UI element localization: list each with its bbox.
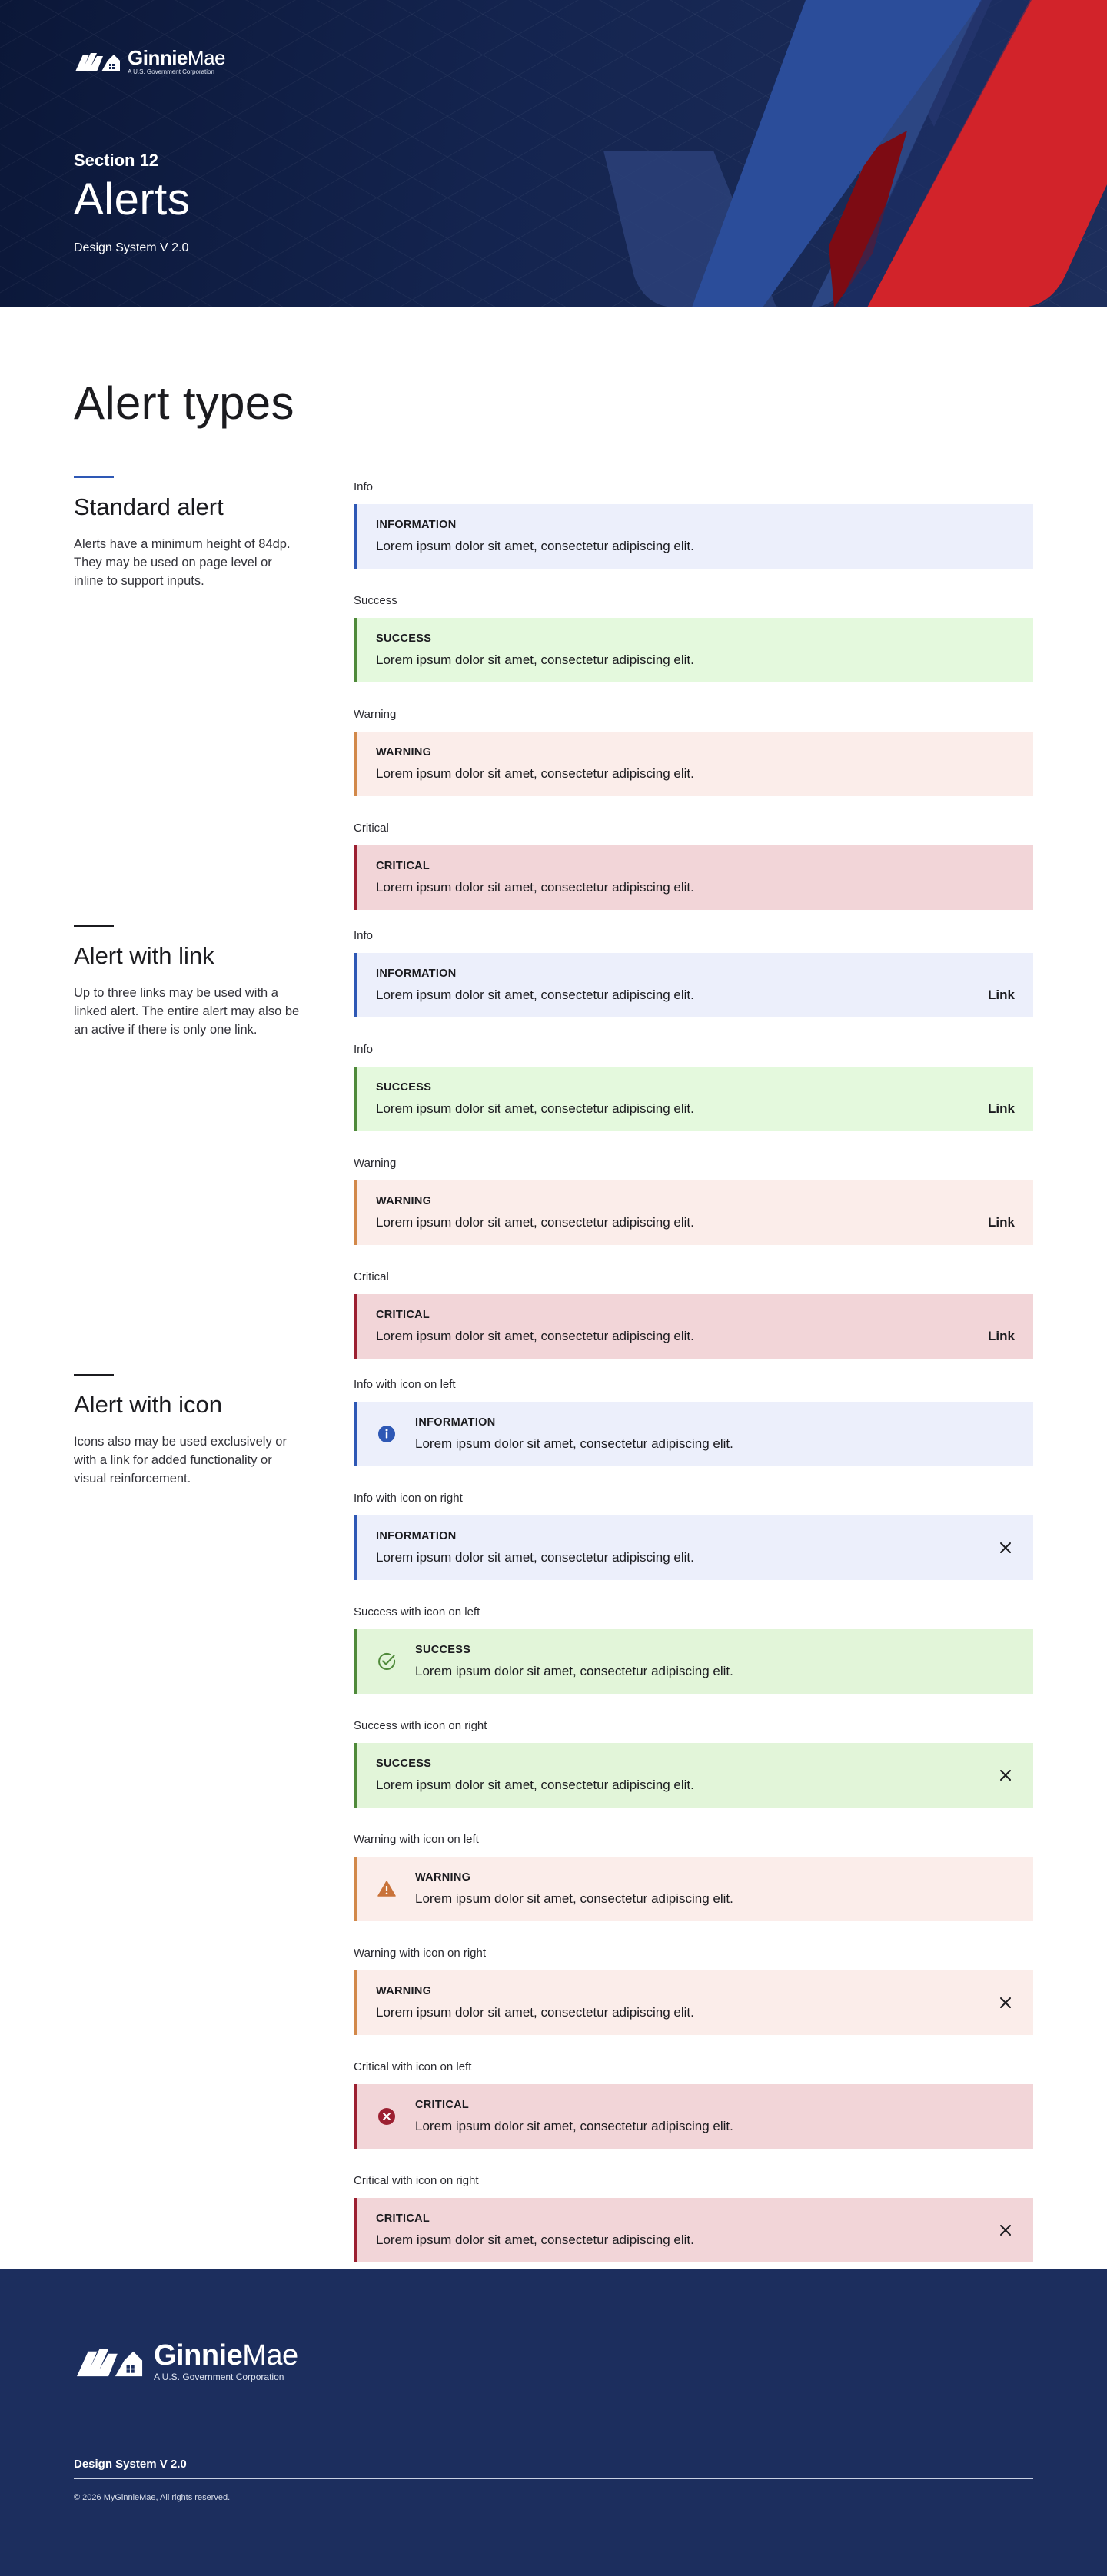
alert-warning — [354, 732, 1033, 796]
alert-caption: Info — [354, 929, 374, 942]
standard-alert-list — [354, 480, 1033, 910]
section-divider — [74, 476, 114, 478]
alert-warning-icon-right — [354, 1970, 1033, 2035]
alert-text: Lorem ipsum dolor sit amet, consectetur adipiscing elit. — [376, 1778, 694, 1792]
alert-caption: Warning — [354, 708, 397, 721]
alert-warning-icon-left — [354, 1857, 1033, 1921]
alert-warning-with-link — [354, 1180, 1033, 1245]
footer-copyright: © 2026 MyGinnieMae, All rights reserved. — [74, 2493, 231, 2502]
section-standard-alert — [74, 476, 304, 590]
alert-title: INFORMATION — [376, 968, 457, 980]
alert-success-icon-right — [354, 1743, 1033, 1808]
alert-text: Lorem ipsum dolor sit amet, consectetur adipiscing elit. — [376, 1329, 694, 1343]
alert-text: Lorem ipsum dolor sit amet, consectetur adipiscing elit. — [376, 539, 694, 553]
alert-critical-icon-right — [354, 2198, 1033, 2262]
footer-logo[interactable] — [74, 2341, 298, 2382]
alert-title: CRITICAL — [376, 1309, 430, 1321]
alert-info-with-link — [354, 953, 1033, 1017]
logo-tagline: A U.S. Government Corporation — [128, 68, 214, 75]
logo-name-bold: Ginnie — [128, 46, 188, 69]
alert-caption: Warning with icon on left — [354, 1833, 479, 1846]
alert-text: Lorem ipsum dolor sit amet, consectetur adipiscing elit. — [415, 1436, 733, 1451]
alert-title: INFORMATION — [415, 1416, 496, 1429]
alert-critical-with-link — [354, 1294, 1033, 1359]
alert-title: WARNING — [376, 1985, 432, 1997]
close-icon[interactable] — [996, 1993, 1015, 2012]
alert-title: INFORMATION — [376, 1530, 457, 1542]
alert-text: Lorem ipsum dolor sit amet, consectetur adipiscing elit. — [376, 988, 694, 1002]
section-divider — [74, 925, 114, 927]
alert-text: Lorem ipsum dolor sit amet, consectetur adipiscing elit. — [415, 1664, 733, 1678]
alert-title: INFORMATION — [376, 519, 457, 531]
alert-text: Lorem ipsum dolor sit amet, consectetur adipiscing elit. — [376, 766, 694, 781]
logo-name-regular: Mae — [187, 46, 225, 69]
section-heading: Alert with icon — [74, 1391, 222, 1418]
alert-link[interactable]: Link — [988, 1215, 1015, 1230]
warning-triangle-icon — [377, 1879, 397, 1899]
alert-info-icon-right — [354, 1515, 1033, 1580]
alert-title: WARNING — [376, 1195, 432, 1207]
link-alert-list — [354, 928, 1033, 1359]
alert-caption: Success — [354, 594, 397, 607]
alert-link[interactable]: Link — [988, 1101, 1015, 1116]
alert-title: CRITICAL — [376, 2213, 430, 2225]
footer-version: Design System V 2.0 — [74, 2458, 187, 2471]
section-label: Section 12 — [74, 151, 159, 170]
section-alert-with-link — [74, 925, 304, 1039]
alert-text: Lorem ipsum dolor sit amet, consectetur adipiscing elit. — [376, 652, 694, 667]
hero-version: Design System V 2.0 — [74, 241, 189, 254]
page-title: Alert types — [74, 377, 294, 429]
alert-text: Lorem ipsum dolor sit amet, consectetur adipiscing elit. — [376, 1550, 694, 1565]
alert-title: SUCCESS — [376, 632, 432, 645]
alert-link[interactable]: Link — [988, 988, 1015, 1002]
ginnie-mae-logo-icon — [74, 50, 123, 73]
alert-title: SUCCESS — [415, 1644, 471, 1656]
logo-name-bold: Ginnie — [154, 2339, 243, 2372]
alert-caption: Critical with icon on right — [354, 2174, 479, 2187]
alert-caption: Success with icon on left — [354, 1605, 480, 1618]
alert-text: Lorem ipsum dolor sit amet, consectetur adipiscing elit. — [376, 880, 694, 895]
alert-text: Lorem ipsum dolor sit amet, consectetur adipiscing elit. — [376, 2232, 694, 2247]
alert-title: WARNING — [415, 1871, 471, 1884]
alert-text: Lorem ipsum dolor sit amet, consectetur adipiscing elit. — [415, 2119, 733, 2133]
alert-caption: Warning with icon on right — [354, 1947, 487, 1960]
info-icon — [377, 1424, 397, 1444]
section-heading: Standard alert — [74, 493, 224, 520]
section-heading: Alert with link — [74, 942, 214, 969]
section-description: Alerts have a minimum height of 84dp. They may be used on page level or inline to support inputs. — [74, 537, 291, 588]
logo-tagline: A U.S. Government Corporation — [154, 2372, 284, 2382]
alert-critical-icon-left — [354, 2084, 1033, 2149]
alert-title: CRITICAL — [376, 860, 430, 872]
ginnie-mae-logo-icon — [74, 2345, 148, 2378]
alert-caption: Info with icon on right — [354, 1492, 463, 1505]
hero-banner — [0, 0, 1107, 307]
alert-caption: Info — [354, 480, 374, 493]
alert-text: Lorem ipsum dolor sit amet, consectetur adipiscing elit. — [376, 2005, 694, 2020]
alert-caption: Critical — [354, 822, 389, 835]
alert-text: Lorem ipsum dolor sit amet, consectetur adipiscing elit. — [415, 1891, 733, 1906]
alert-caption: Success with icon on right — [354, 1719, 487, 1732]
hero-title: Alerts — [74, 174, 191, 224]
alert-title: SUCCESS — [376, 1758, 432, 1770]
footer-divider — [74, 2478, 1033, 2479]
footer — [0, 2269, 1107, 2576]
alert-title: CRITICAL — [415, 2099, 470, 2111]
logo-name-regular: Mae — [242, 2339, 298, 2372]
icon-alert-list — [354, 1377, 1033, 2262]
alert-caption: Warning — [354, 1157, 397, 1170]
alert-title: SUCCESS — [376, 1081, 432, 1094]
section-description: Icons also may be used exclusively or with a link for added functionality or visual reinforcement. — [74, 1435, 287, 1486]
alert-caption: Info with icon on left — [354, 1378, 456, 1391]
alert-critical — [354, 845, 1033, 910]
alert-link[interactable]: Link — [988, 1329, 1015, 1343]
alert-title: WARNING — [376, 746, 432, 759]
alert-success — [354, 618, 1033, 682]
check-circle-icon — [377, 1651, 397, 1671]
alert-caption: Critical — [354, 1270, 389, 1283]
close-icon[interactable] — [996, 2221, 1015, 2239]
alert-caption: Info — [354, 1043, 374, 1056]
section-description: Up to three links may be used with a linked alert. The entire alert may also be an active if there is only one link. — [74, 986, 300, 1037]
alert-info-icon-left — [354, 1402, 1033, 1466]
alert-success-icon-left — [354, 1629, 1033, 1694]
alert-text: Lorem ipsum dolor sit amet, consectetur adipiscing elit. — [376, 1101, 694, 1116]
error-circle-icon — [377, 2106, 397, 2126]
alert-text: Lorem ipsum dolor sit amet, consectetur adipiscing elit. — [376, 1215, 694, 1230]
section-alert-with-icon — [74, 1374, 304, 1488]
close-icon[interactable] — [996, 1766, 1015, 1784]
alert-success-with-link — [354, 1067, 1033, 1131]
section-divider — [74, 1374, 114, 1376]
header-logo[interactable] — [74, 48, 225, 75]
alert-caption: Critical with icon on left — [354, 2060, 472, 2073]
alert-info — [354, 504, 1033, 569]
close-icon[interactable] — [996, 1539, 1015, 1557]
